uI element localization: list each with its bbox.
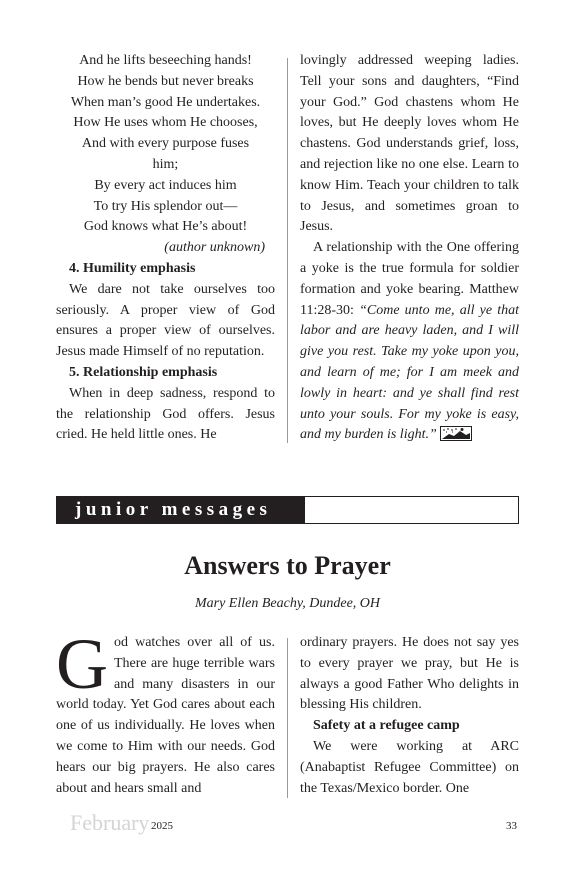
poem-line: When man’s good He undertakes. [70,94,261,110]
article-right-column [300,633,519,799]
poem-line: To try His splendor out— [93,198,238,214]
poem-line: And with every purpose fuses [81,136,250,152]
poem [56,51,275,238]
article-left-column [56,624,275,799]
poem-line: How He uses whom He chooses, [73,115,258,131]
article-opening-paragraph [56,624,275,799]
poem-line: God knows what He’s about! [83,219,248,235]
article-paragraph-refugee: We were working at ARC (Anabaptist Refugee Committee) on the Texas/Mexico border. One [300,738,519,796]
scripture-quote: “Come unto me, all ye that labor and are heavy laden, and I will give you rest. Take my yoke upon you, and learn of me; for I am meek and lowly in heart: and ye shall find rest unto your souls. For my yoke is easy, and my burden is light.” [300,302,519,443]
column-divider-top [287,58,288,443]
article-paragraph-continued: ordinary prayers. He does not say yes to every prayer we pray, but He is always a good Father Who delights in blessing His children. [300,635,519,713]
poem-line: How he bends but never breaks [77,73,254,89]
paragraph-yoke-intro: A relationship with the One offering a yoke is the true formula for soldier formation and yoke bearing. Matthew 11:28-30: [300,240,519,318]
article-byline: Mary Ellen Beachy, Dundee, OH [194,596,381,611]
footer-year: 2025 [151,820,173,832]
paragraph-humility: We dare not take ourselves too seriously. A proper view of God ensures a proper view of ourselves. Jesus made Himself of no reputation. [56,281,275,360]
section-banner-label: junior messages [75,499,272,520]
top-left-column [56,51,275,446]
paragraph-yoke [300,238,519,446]
end-of-article-icon [440,426,472,441]
poem-attribution: (author unknown) [164,240,265,256]
page-number: 33 [506,820,517,832]
article-title: Answers to Prayer [184,551,391,580]
poem-line: him; [152,156,179,172]
paragraph-relationship: When in deep sadness, respond to the relationship God offers. Jesus cried. He held little ones. He [56,385,275,443]
article-subheading: Safety at a refugee camp [313,718,460,734]
column-divider-bottom [287,638,288,798]
poem-line: And he lifts beseeching hands! [79,53,252,68]
article-opening-text: od watches over all of us. There are huge terrible wars and many disasters in our world today. Yet God cares about each one of us individually. He loves when we come to Him with our needs. God hears our big prayers. He also cares about and hears small and [56,635,275,796]
poem-line: By every act induces him [94,177,237,193]
section-heading-humility: 4. Humility emphasis [69,260,196,276]
section-banner [56,496,519,524]
paragraph-continued: lovingly addressed weeping ladies. Tell your sons and daughters, “Find your God.” God chastens whom He loves, but He deeply loves whom He chastens. God understands grief, loss, and rejection like no one else. Learn to know Him. Teach your children to talk to Jesus, and sometimes groan to Jesus. [300,53,519,235]
footer-month: February [70,810,150,835]
top-right-column [300,51,519,446]
drop-cap: G [56,624,108,704]
section-heading-relationship: 5. Relationship emphasis [69,364,218,380]
